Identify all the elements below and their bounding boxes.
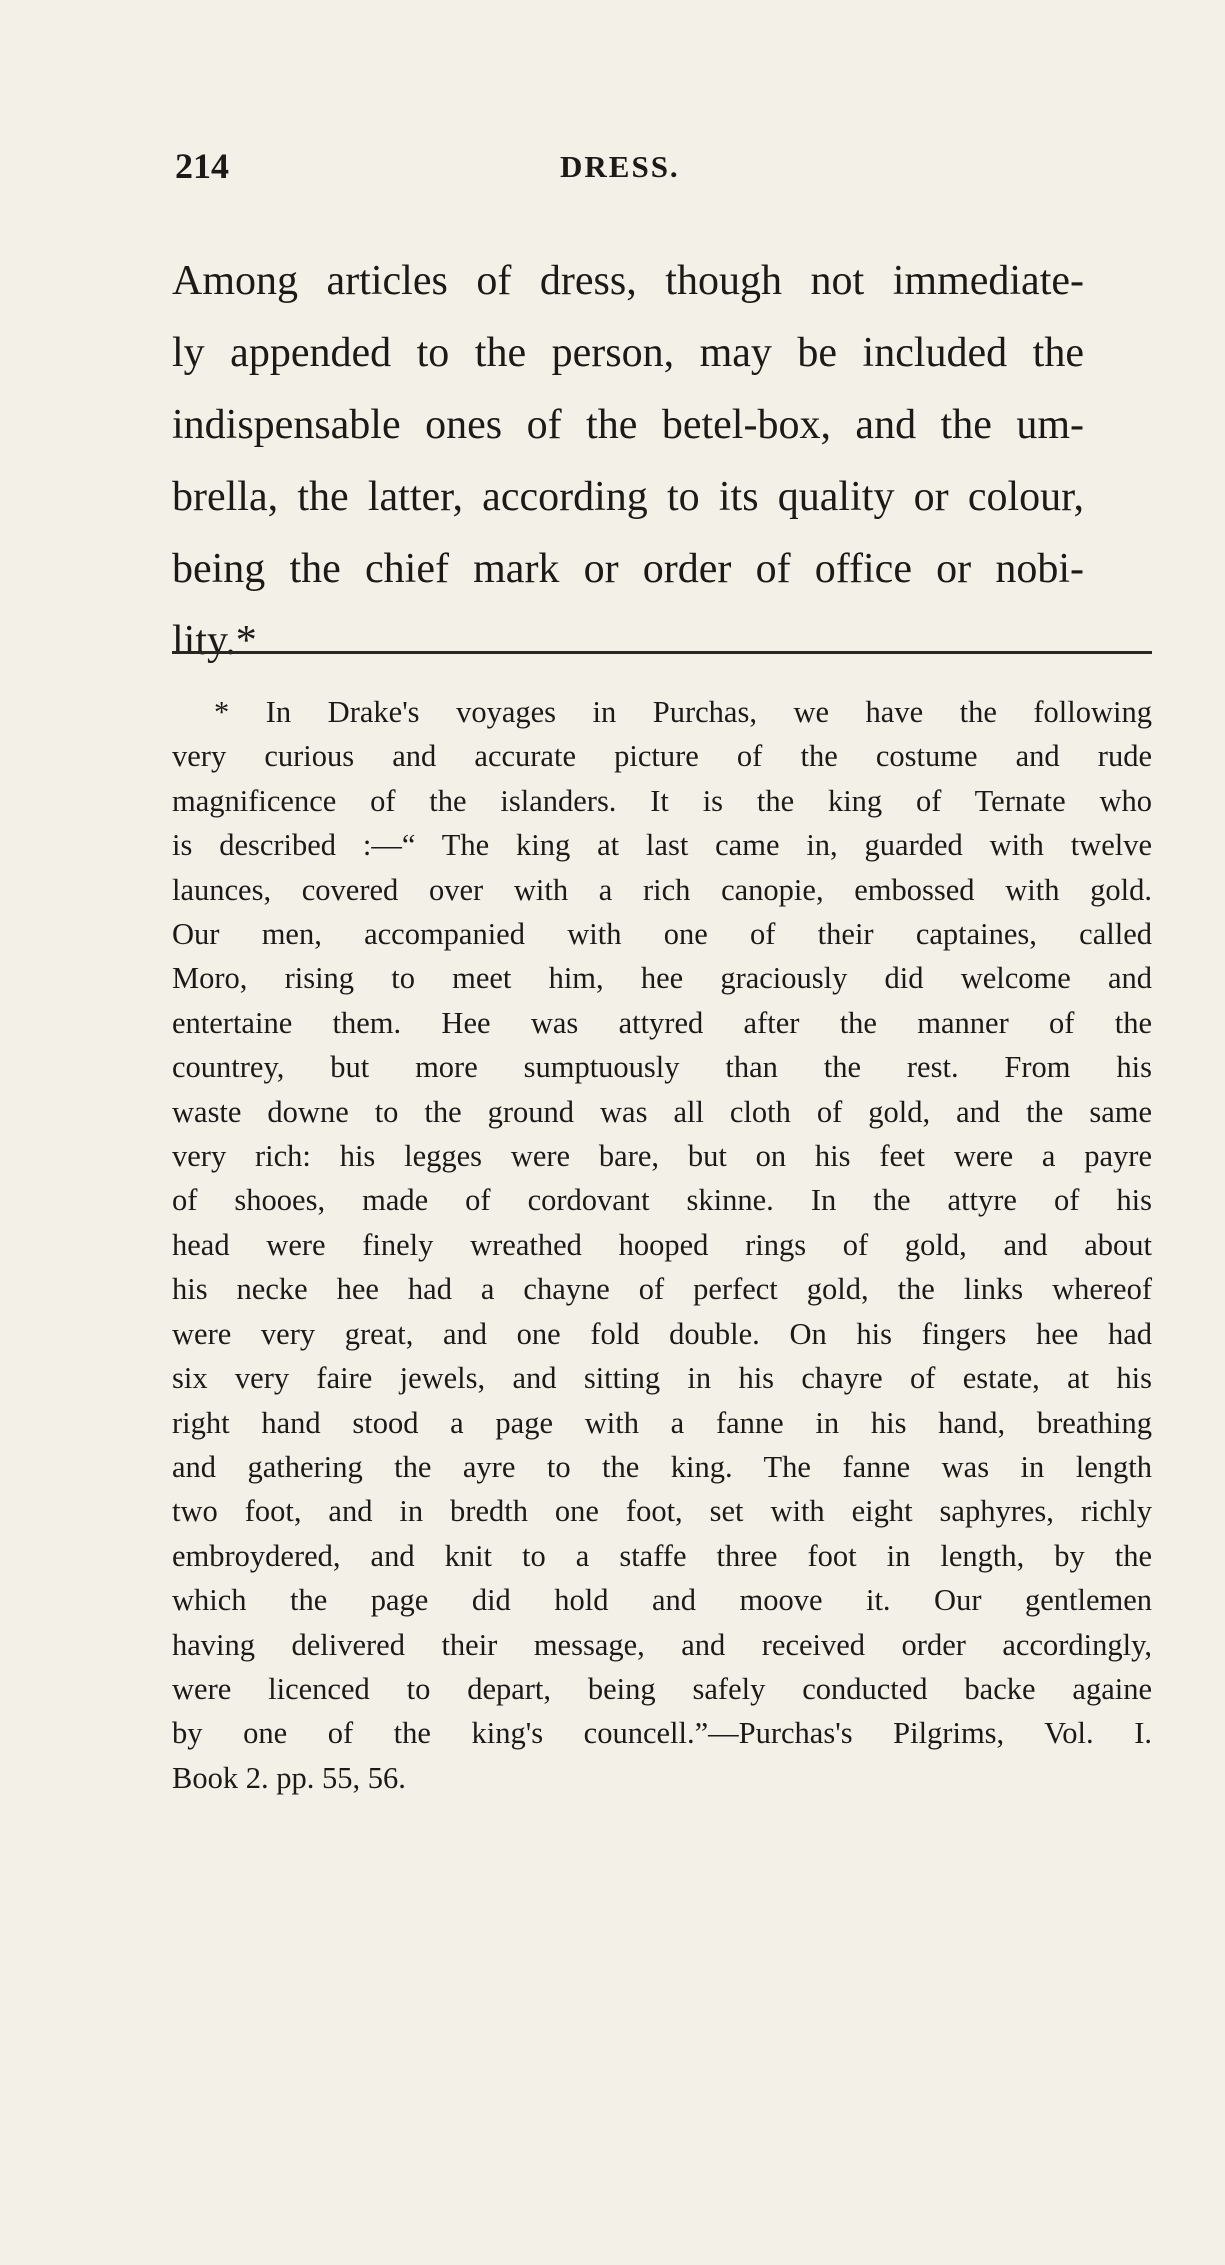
footnote-line: his necke hee had a chayne of perfect gold, the links whereof: [172, 1272, 1152, 1307]
footnote-line: six very faire jewels, and sitting in his chayre of estate, at his: [172, 1361, 1152, 1396]
main-line: being the chief mark or order of office or nobi-: [172, 546, 1084, 592]
main-line: ly appended to the person, may be included the: [172, 330, 1084, 376]
footnote-line: entertaine them. Hee was attyred after the manner of the: [172, 1005, 1152, 1040]
footnote-line: is described :—“ The king at last came in, guarded with twelve: [172, 828, 1152, 863]
footnote-line: which the page did hold and moove it. Our gentlemen: [172, 1583, 1152, 1618]
main-line: lity.*: [172, 618, 257, 664]
footnote-line: were very great, and one fold double. On his fingers hee had: [172, 1316, 1152, 1351]
page-header: [175, 145, 1075, 195]
footnote-line: launces, covered over with a rich canopie, embossed with gold.: [172, 872, 1152, 907]
footnote-line: * In Drake's voyages in Purchas, we have the following: [214, 695, 1152, 729]
footnote: [172, 690, 1152, 1800]
footnote-line: embroydered, and knit to a staffe three foot in length, by the: [172, 1538, 1152, 1573]
footnote-line: right hand stood a page with a fanne in his hand, breathing: [172, 1405, 1152, 1440]
footnote-line: very curious and accurate picture of the costume and rude: [172, 739, 1152, 774]
main-line: indispensable ones of the betel-box, and the um-: [172, 402, 1084, 448]
page-number: 214: [175, 146, 229, 186]
footnote-line: magnificence of the islanders. It is the king of Ternate who: [172, 783, 1152, 818]
footnote-line: by one of the king's councell.”—Purchas's Pilgrims, Vol. I.: [172, 1716, 1152, 1751]
footnote-line: having delivered their message, and received order accordingly,: [172, 1627, 1152, 1662]
main-line: Among articles of dress, though not immediate-: [172, 258, 1084, 304]
footnote-divider: [172, 651, 1152, 654]
footnote-line: head were finely wreathed hooped rings of gold, and about: [172, 1227, 1152, 1262]
footnote-line: were licenced to depart, being safely conducted backe againe: [172, 1671, 1152, 1706]
footnote-line: Book 2. pp. 55, 56.: [172, 1760, 406, 1795]
footnote-line: Our men, accompanied with one of their captaines, called: [172, 917, 1152, 952]
footnote-line: countrey, but more sumptuously than the rest. From his: [172, 1050, 1152, 1085]
running-head: DRESS.: [560, 149, 680, 184]
main-paragraph: [172, 245, 1084, 677]
footnote-line: waste downe to the ground was all cloth of gold, and the same: [172, 1094, 1152, 1129]
footnote-line: very rich: his legges were bare, but on his feet were a payre: [172, 1139, 1152, 1174]
footnote-line: of shooes, made of cordovant skinne. In the attyre of his: [172, 1183, 1152, 1218]
footnote-line: and gathering the ayre to the king. The fanne was in length: [172, 1449, 1152, 1484]
main-line: brella, the latter, according to its quality or colour,: [172, 474, 1084, 520]
footnote-line: Moro, rising to meet him, hee graciously did welcome and: [172, 961, 1152, 996]
footnote-line: two foot, and in bredth one foot, set with eight saphyres, richly: [172, 1494, 1152, 1529]
